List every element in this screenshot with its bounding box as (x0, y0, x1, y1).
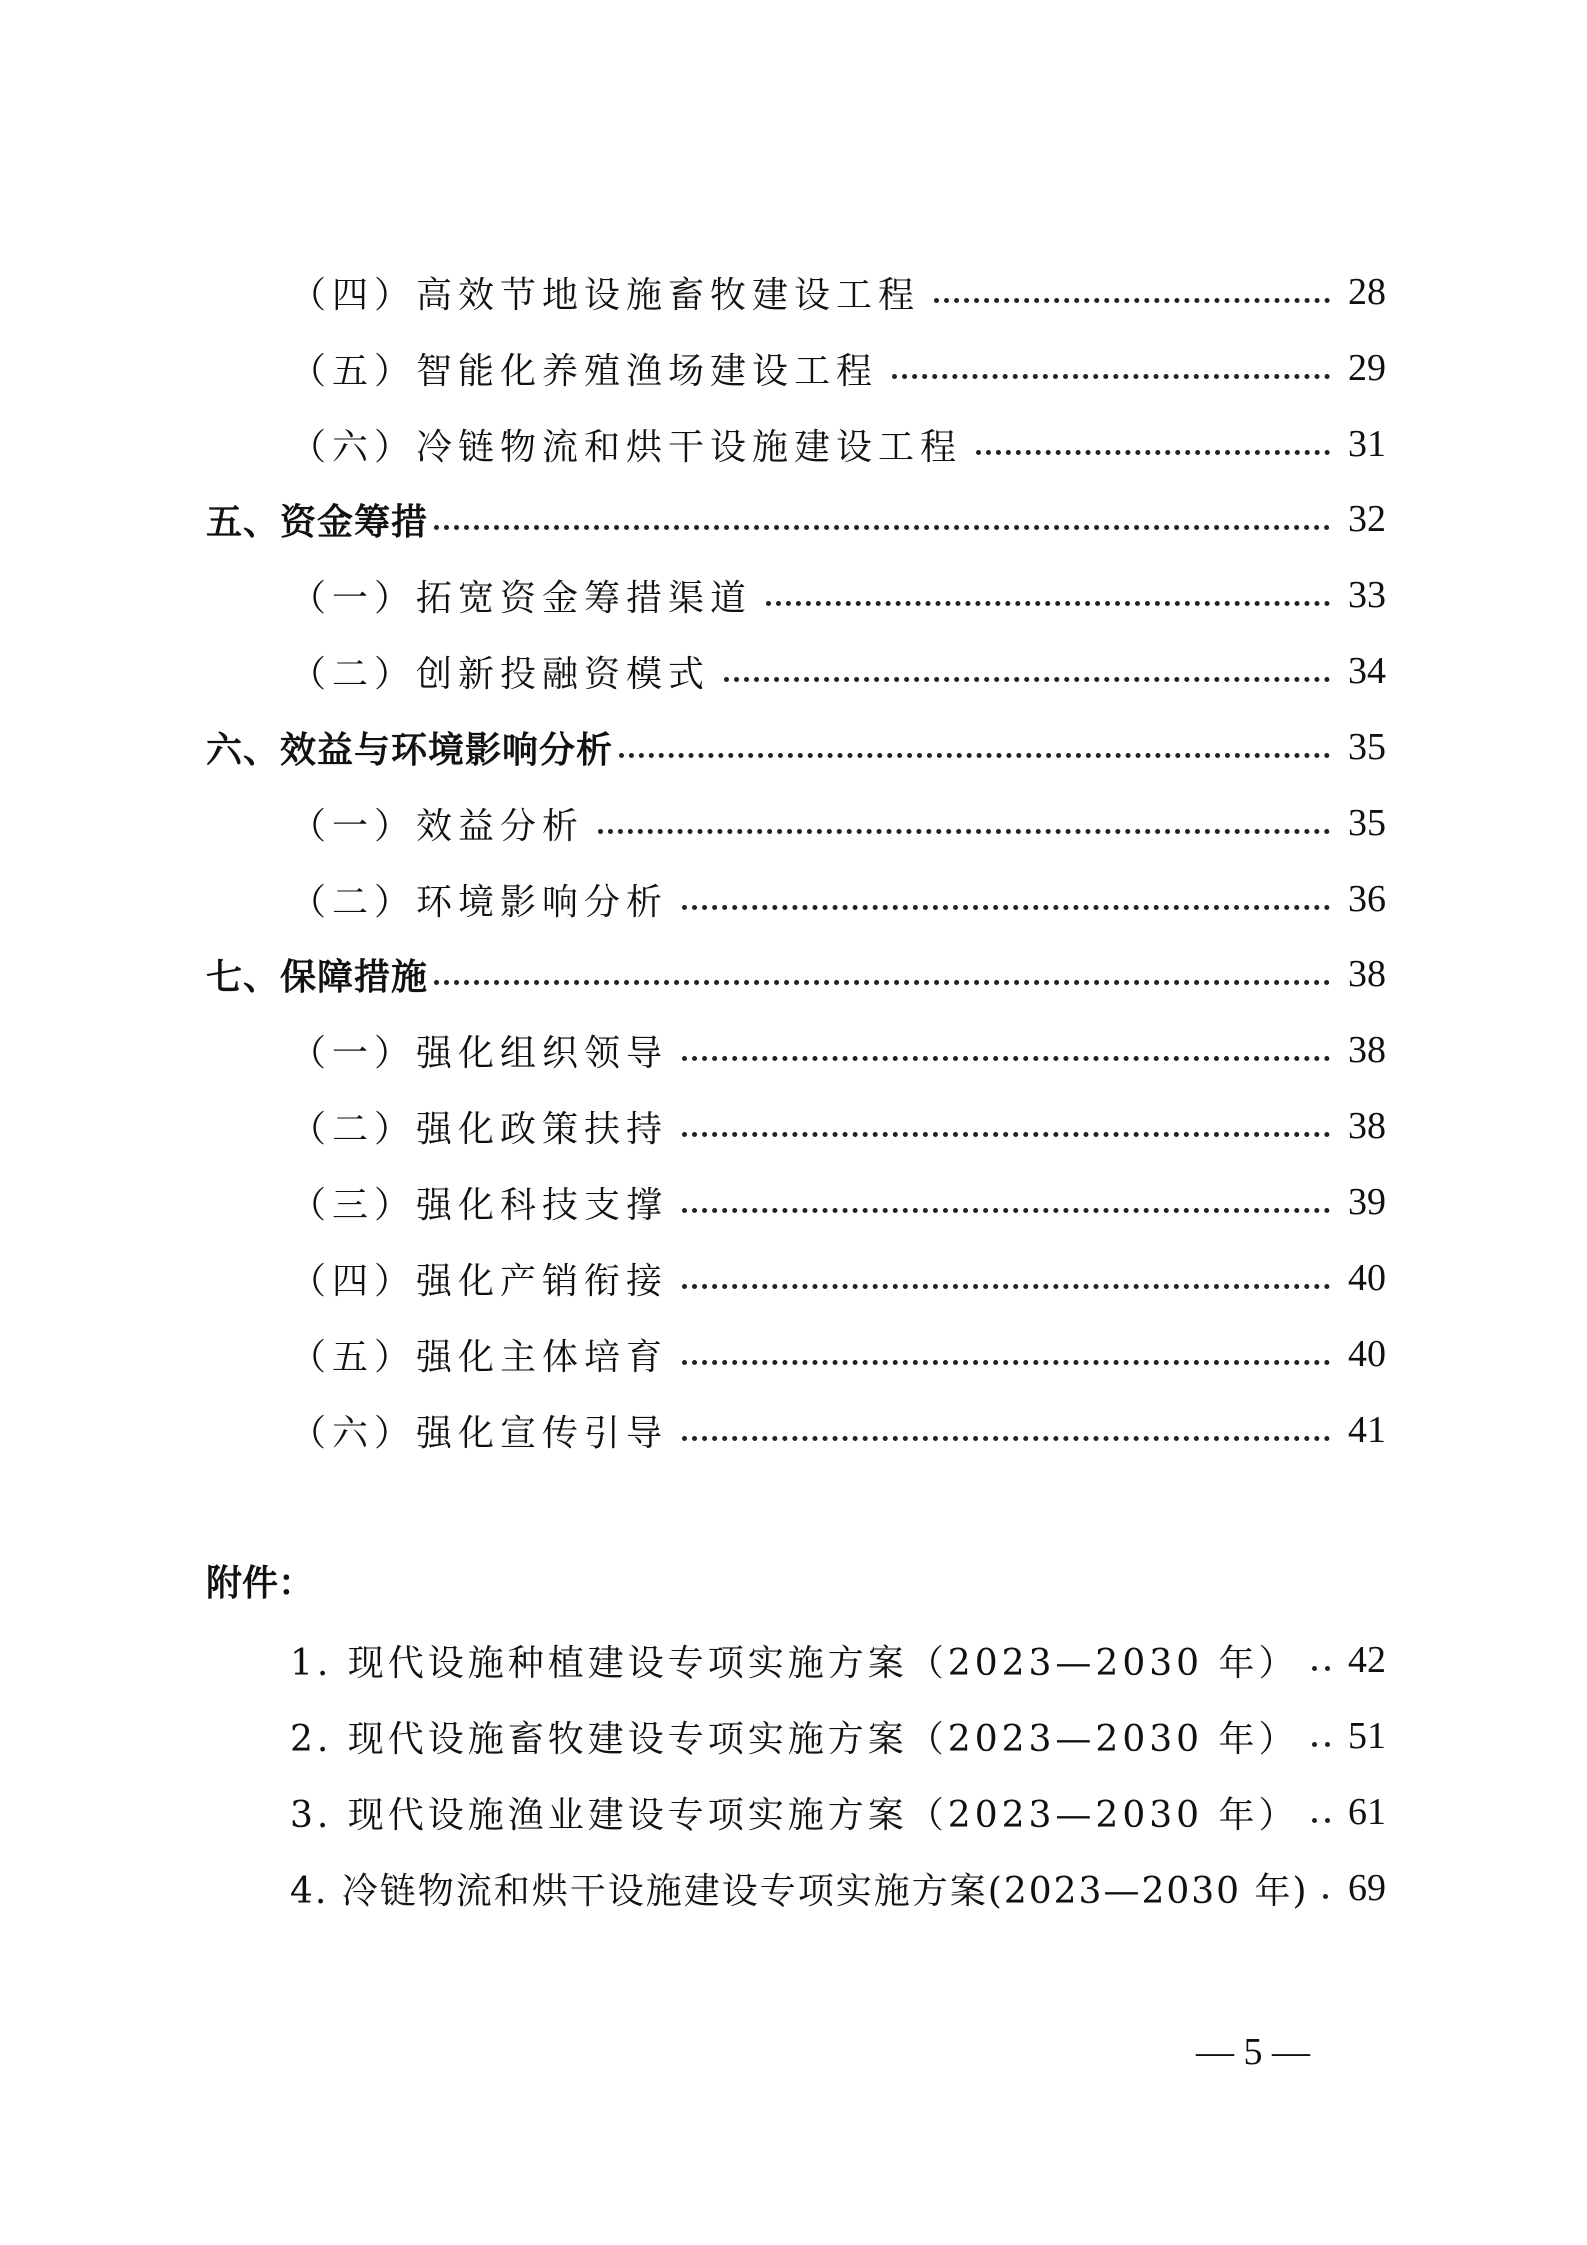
dot-leader (934, 298, 1330, 303)
toc-entry-title: （四）强化产销衔接 (290, 1260, 669, 1302)
toc-section-page: 32 (1348, 498, 1386, 540)
toc-entry-page: 36 (1348, 878, 1386, 920)
attachment-title: 3. 现代设施渔业建设专项实施方案（2023—2030 年） (290, 1794, 1299, 1836)
toc-entry-page: 40 (1348, 1333, 1386, 1375)
toc-entry[interactable] (290, 338, 1386, 398)
attachment-entry[interactable] (290, 1630, 1386, 1690)
toc-entry-title: （六）强化宣传引导 (290, 1412, 669, 1454)
toc-section-title: 五、资金筹措 (206, 501, 429, 543)
toc-section-page: 38 (1348, 953, 1386, 995)
dot-leader (434, 525, 1330, 530)
toc-entry-title: （一）强化组织领导 (290, 1032, 669, 1074)
toc-entry-page: 34 (1348, 650, 1386, 692)
attachment-title: 2. 现代设施畜牧建设专项实施方案（2023—2030 年） (290, 1718, 1299, 1760)
dot-leader (1323, 1894, 1330, 1899)
toc-entry-title: （五）智能化养殖渔场建设工程 (290, 350, 879, 392)
toc-entry-page: 38 (1348, 1105, 1386, 1147)
toc-entry[interactable] (290, 1248, 1386, 1308)
toc-entry[interactable] (290, 414, 1386, 474)
toc-section[interactable] (206, 717, 1386, 777)
dot-leader (1312, 1666, 1330, 1671)
toc-entry-title: （二）创新投融资模式 (290, 653, 711, 695)
toc-entry-title: （六）冷链物流和烘干设施建设工程 (290, 426, 963, 468)
toc-entry-title: （一）效益分析 (290, 805, 585, 847)
toc-entry-title: （一）拓宽资金筹措渠道 (290, 577, 753, 619)
dot-leader (619, 753, 1330, 758)
toc-entry-page: 39 (1348, 1181, 1386, 1223)
toc-entry[interactable] (290, 1324, 1386, 1384)
toc-entry[interactable] (290, 1400, 1386, 1460)
dot-leader (682, 1208, 1330, 1213)
toc-entry[interactable] (290, 1020, 1386, 1080)
dot-leader (682, 1360, 1330, 1365)
dot-leader (724, 677, 1330, 682)
toc-entry-page: 35 (1348, 802, 1386, 844)
dot-leader (766, 601, 1330, 606)
dot-leader (682, 1132, 1330, 1137)
toc-section-title: 六、效益与环境影响分析 (206, 729, 614, 771)
dot-leader (682, 1056, 1330, 1061)
dot-leader (682, 1284, 1330, 1289)
attachment-entry[interactable] (290, 1858, 1386, 1918)
toc-entry-page: 31 (1348, 423, 1386, 465)
toc-entry-title: （二）强化政策扶持 (290, 1108, 669, 1150)
toc-entry-title: （三）强化科技支撑 (290, 1184, 669, 1226)
attachment-entry[interactable] (290, 1706, 1386, 1766)
attachment-title: 1. 现代设施种植建设专项实施方案（2023—2030 年） (290, 1642, 1299, 1684)
toc-entry-page: 29 (1348, 347, 1386, 389)
toc-section[interactable] (206, 944, 1386, 1004)
attachments-heading: 附件： (206, 1563, 315, 1604)
dot-leader (682, 1436, 1330, 1441)
toc-entry[interactable] (290, 869, 1386, 929)
attachment-page: 51 (1348, 1715, 1386, 1757)
toc-entry-page: 41 (1348, 1409, 1386, 1451)
dot-leader (892, 374, 1330, 379)
toc-section[interactable] (206, 489, 1386, 549)
attachment-page: 42 (1348, 1639, 1386, 1681)
toc-entry-page: 38 (1348, 1029, 1386, 1071)
toc-entry[interactable] (290, 262, 1386, 322)
toc-entry-title: （四）高效节地设施畜牧建设工程 (290, 274, 921, 316)
attachment-page: 69 (1348, 1867, 1386, 1909)
dot-leader (434, 980, 1330, 985)
dot-leader (598, 829, 1330, 834)
attachment-title: 4. 冷链物流和烘干设施建设专项实施方案(2023—2030 年) (290, 1870, 1309, 1912)
toc-entry-title: （二）环境影响分析 (290, 881, 669, 923)
dot-leader (1312, 1742, 1330, 1747)
dot-leader (1312, 1818, 1330, 1823)
toc-entry-page: 33 (1348, 574, 1386, 616)
toc-entry-page: 28 (1348, 271, 1386, 313)
toc-entry-page: 40 (1348, 1257, 1386, 1299)
toc-entry[interactable] (290, 1096, 1386, 1156)
toc-section-page: 35 (1348, 726, 1386, 768)
toc-section-title: 七、保障措施 (206, 956, 429, 998)
attachment-entry[interactable] (290, 1782, 1386, 1842)
attachment-page: 61 (1348, 1791, 1386, 1833)
toc-entry[interactable] (290, 1172, 1386, 1232)
toc-entry[interactable] (290, 565, 1386, 625)
toc-entry-title: （五）强化主体培育 (290, 1336, 669, 1378)
dot-leader (682, 905, 1330, 910)
dot-leader (976, 450, 1330, 455)
page-number: — 5 — (1196, 2031, 1310, 2073)
toc-entry[interactable] (290, 641, 1386, 701)
toc-entry[interactable] (290, 793, 1386, 853)
